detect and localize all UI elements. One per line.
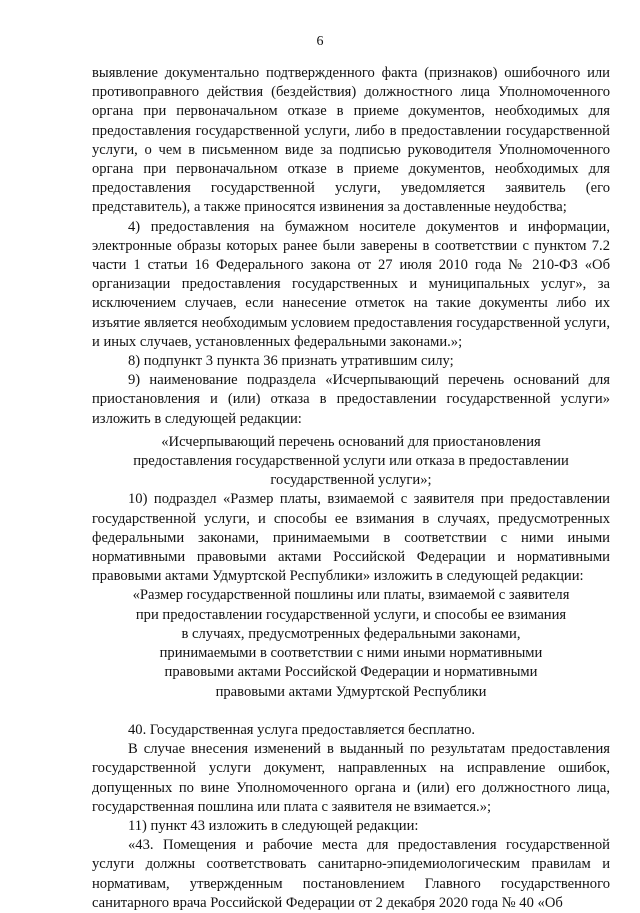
document-body <box>92 64 610 913</box>
heading-line: «Исчерпывающий перечень оснований для приостановления <box>161 433 541 450</box>
heading-line: принимаемыми в соответствии с ними иными нормативными <box>159 645 543 662</box>
paragraph-item-8: 8) подпункт 3 пункта 36 признать утратившим силу; <box>128 353 454 370</box>
heading-line: при предоставлении государственной услуги, и способы ее взимания <box>135 606 567 623</box>
paragraph-item-10: 10) подраздел «Размер платы, взимаемой с заявителя при предоставлении государственной услуги, и способы ее взимания в случаях, предусмотренных федеральными законами, принимаемыми в соответствии с ними иными нормативными правовыми актами Российской Федерации и нормативными правовыми актами Удмуртской Республики» изложить в следующей редакции: <box>92 491 610 585</box>
paragraph-item-40: 40. Государственная услуга предоставляется бесплатно. <box>128 721 476 738</box>
heading-refusal-grounds <box>92 433 610 491</box>
heading-line: правовыми актами Российской Федерации и нормативными <box>164 664 538 681</box>
heading-fee-amount <box>92 586 610 701</box>
paragraph-item-4: 4) предоставления на бумажном носителе документов и информации, электронные образы которых ранее были заверены в соответствии с пунктом 7.2 части 1 статьи 16 Федерального закона от 27 июля 2010 года № 210-ФЗ «Об организации предоставления государственных и муниципальных услуг», за исключением случаев, если нанесение отметок на такие документы либо их изъятие является необходимым условием предоставления государственной услуги, и иных случаев, установленных федеральными законами.»; <box>92 218 610 350</box>
page-number: 6 <box>316 34 324 49</box>
paragraph-item-9: 9) наименование подраздела «Исчерпывающий перечень оснований для приостановления и (или) отказа в предоставлении государственной услуги» изложить в следующей редакции: <box>92 372 610 427</box>
heading-line: в случаях, предусмотренных федеральными законами, <box>181 625 521 642</box>
heading-line: «Размер государственной пошлины или платы, взимаемой с заявителя <box>132 587 570 604</box>
heading-line: правовыми актами Удмуртской Республики <box>215 683 487 700</box>
heading-line: государственной услуги»; <box>270 472 432 489</box>
paragraph-item-43: «43. Помещения и рабочие места для предоставления государственной услуги должны соответствовать санитарно-эпидемиологическим правилам и нормативам, утвержденным постановлением Главного государственного санитарного врача Российской Федерации от 2 декабря 2020 года № 40 «Об <box>92 837 610 911</box>
heading-line: предоставления государственной услуги или отказа в предоставлении <box>133 453 569 470</box>
paragraph-fee-exemption: В случае внесения изменений в выданный по результатам предоставления государственной услуги документ, направленных на исправление ошибок, допущенных по вине Уполномоченного органа и (или) его должностного лица, государственная пошлина или плата с заявителя не взимается.»; <box>92 741 610 815</box>
paragraph-item-11: 11) пункт 43 изложить в следующей редакции: <box>128 817 419 834</box>
paragraph-violation-detection: выявление документально подтвержденного факта (признаков) ошибочного или противоправного действия (бездействия) должностного лица Уполномоченного органа при первоначальном отказе в приеме документов, необходимых для предоставления государственной услуги, либо в предоставлении государственной услуги, о чем в письменном виде за подписью руководителя Уполномоченного органа при первоначальном отказе в приеме документов, необходимых для предоставления государственной услуги, уведомляется заявитель (его представитель), а также приносятся извинения за доставленные неудобства; <box>92 65 610 216</box>
